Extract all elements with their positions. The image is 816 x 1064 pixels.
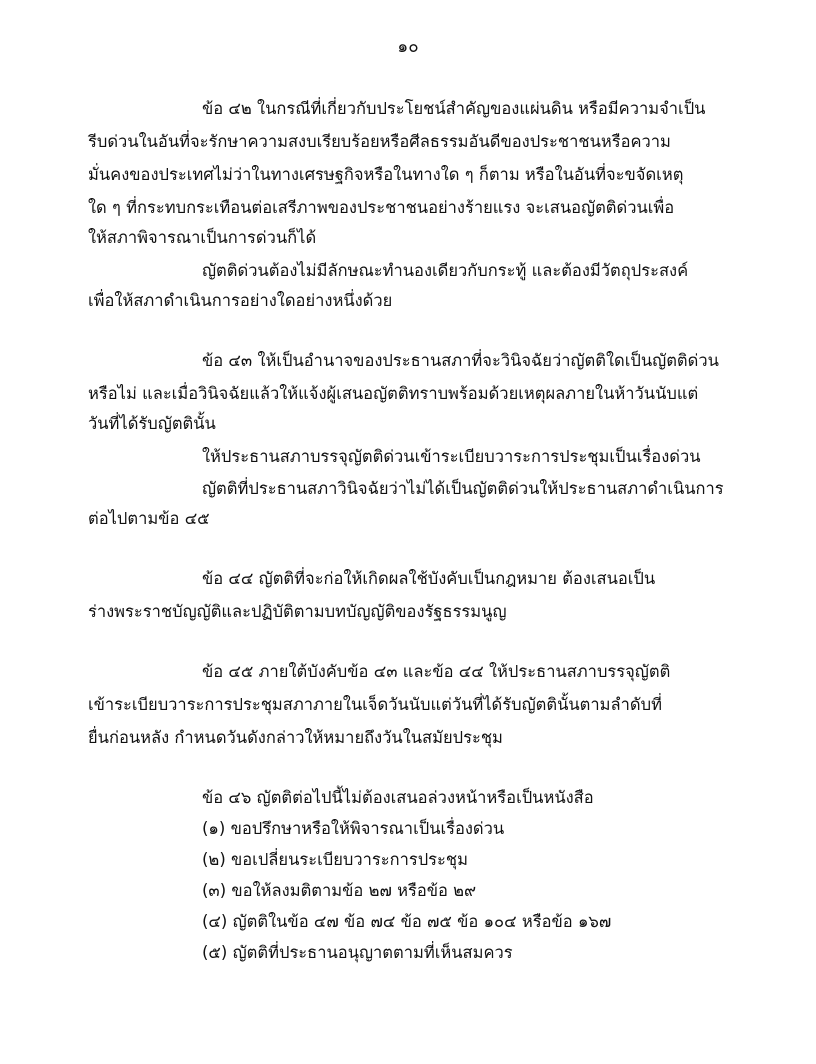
clause-46-item-1: (๑) ขอปรึกษาหรือให้พิจารณาเป็นเรื่องด่วน bbox=[202, 819, 505, 838]
clause-46-heading-line: ข้อ ๔๖ ญัตติต่อไปนี้ไม่ต้องเสนอล่วงหน้าหรือเป็นหนังสือ bbox=[202, 788, 594, 807]
clause-42-line: เพื่อให้สภาดำเนินการอย่างใดอย่างหนึ่งด้วย bbox=[88, 291, 393, 310]
clause-43-line: ต่อไปตามข้อ ๔๕ bbox=[88, 509, 210, 528]
clause-43-heading-line: ข้อ ๔๓ ให้เป็นอำนาจของประธานสภาที่จะวินิจฉัยว่าญัตติใดเป็นญัตติด่วน bbox=[202, 351, 719, 370]
clause-46-item-4: (๔) ญัตติในข้อ ๔๗ ข้อ ๗๔ ข้อ ๗๕ ข้อ ๑๐๔ หรือข้อ ๑๖๗ bbox=[202, 912, 612, 931]
clause-43-line: ญัตติที่ประธานสภาวินิจฉัยว่าไม่ได้เป็นญัตติด่วนให้ประธานสภาดำเนินการ bbox=[202, 479, 724, 498]
clause-45-line: ยื่นก่อนหลัง กำหนดวันดังกล่าวให้หมายถึงวันในสมัยประชุม bbox=[88, 728, 503, 747]
clause-45-line: เข้าระเบียบวาระการประชุมสภาภายในเจ็ดวันนับแต่วันที่ได้รับญัตตินั้นตามลำดับที่ bbox=[88, 695, 662, 714]
clause-42-line: ญัตติด่วนต้องไม่มีลักษณะทำนองเดียวกับกระทู้ และต้องมีวัตถุประสงค์ bbox=[202, 261, 689, 280]
clause-42-line: มั่นคงของประเทศไม่ว่าในทางเศรษฐกิจหรือในทางใด ๆ ก็ตาม หรือในอันที่จะขจัดเหตุ bbox=[88, 165, 684, 184]
page-number: ๑๐ bbox=[397, 37, 419, 57]
clause-43-line: วันที่ได้รับญัตตินั้น bbox=[88, 414, 216, 433]
clause-43-line: ให้ประธานสภาบรรจุญัตติด่วนเข้าระเบียบวาระการประชุมเป็นเรื่องด่วน bbox=[202, 447, 701, 466]
clause-44-heading-line: ข้อ ๔๔ ญัตติที่จะก่อให้เกิดผลใช้บังคับเป็นกฎหมาย ต้องเสนอเป็น bbox=[202, 569, 656, 588]
clause-42-line: รีบด่วนในอันที่จะรักษาความสงบเรียบร้อยหรือศีลธรรมอันดีของประชาชนหรือความ bbox=[88, 132, 671, 151]
clause-46-item-5: (๕) ญัตติที่ประธานอนุญาตตามที่เห็นสมควร bbox=[202, 943, 513, 962]
clause-42-line: ใด ๆ ที่กระทบกระเทือนต่อเสรีภาพของประชาชนอย่างร้ายแรง จะเสนอญัตติด่วนเพื่อ bbox=[88, 198, 675, 217]
clause-42-line: ให้สภาพิจารณาเป็นการด่วนก็ได้ bbox=[88, 228, 317, 247]
clause-45-heading-line: ข้อ ๔๕ ภายใต้บังคับข้อ ๔๓ และข้อ ๔๔ ให้ประธานสภาบรรจุญัตติ bbox=[202, 662, 671, 681]
clause-46-item-3: (๓) ขอให้ลงมติตามข้อ ๒๗ หรือข้อ ๒๙ bbox=[202, 881, 477, 900]
clause-46-item-2: (๒) ขอเปลี่ยนระเบียบวาระการประชุม bbox=[202, 850, 468, 869]
clause-43-line: หรือไม่ และเมื่อวินิจฉัยแล้วให้แจ้งผู้เสนอญัตติทราบพร้อมด้วยเหตุผลภายในห้าวันนับแต่ bbox=[88, 384, 699, 403]
clause-44-line: ร่างพระราชบัญญัติและปฏิบัติตามบทบัญญัติของรัฐธรรมนูญ bbox=[88, 602, 507, 621]
clause-42-heading-line: ข้อ ๔๒ ในกรณีที่เกี่ยวกับประโยชน์สำคัญของแผ่นดิน หรือมีความจำเป็น bbox=[202, 99, 706, 118]
